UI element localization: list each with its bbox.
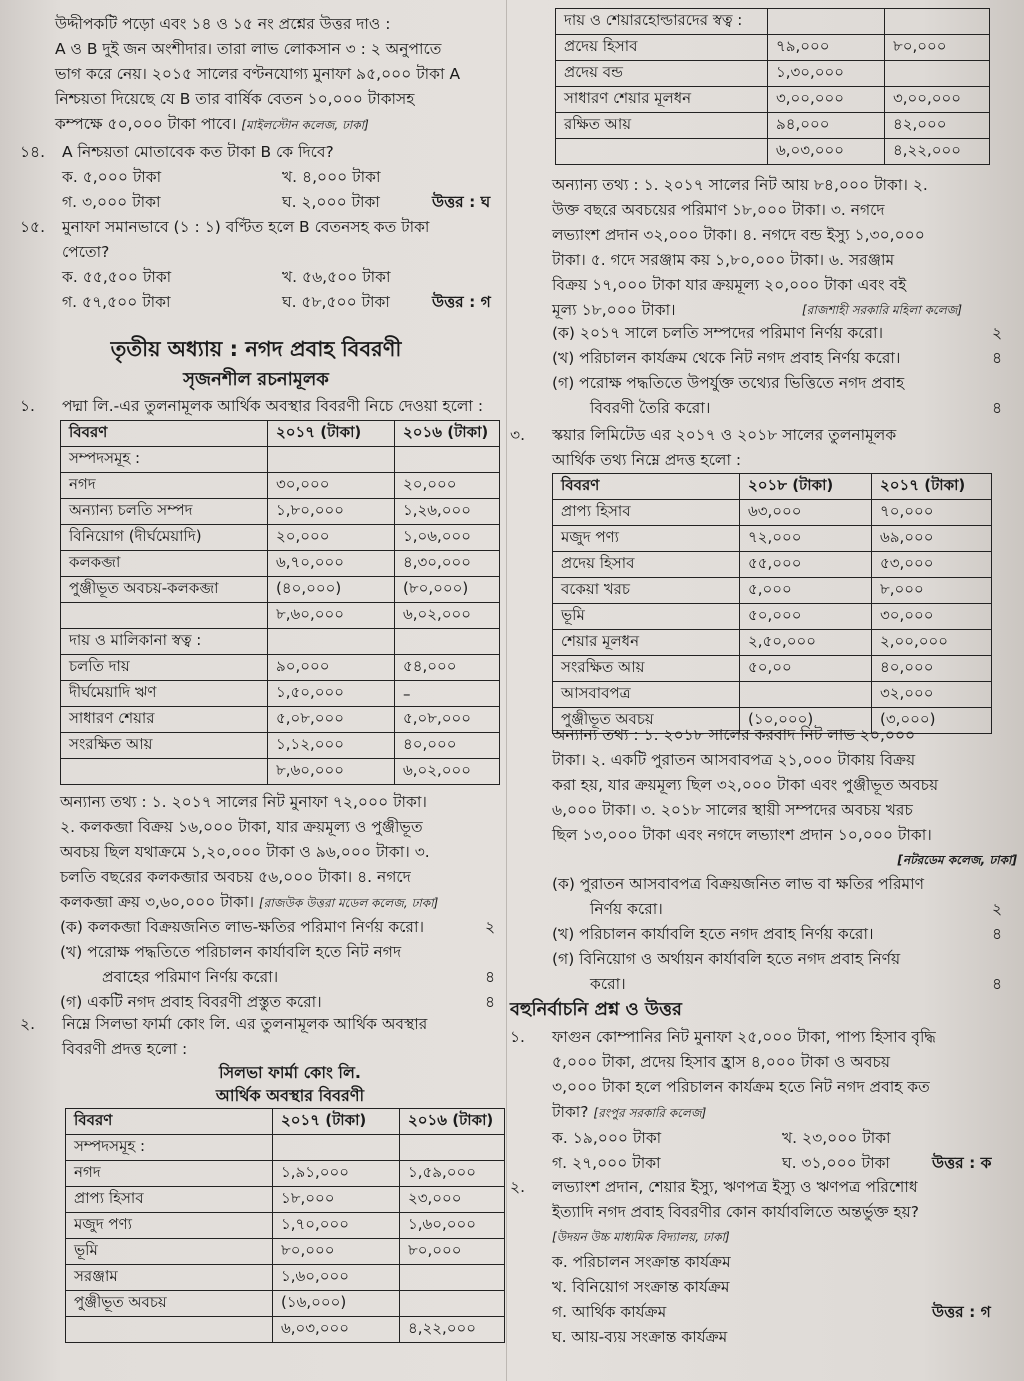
col-header: ২০১৮ (টাকা) <box>740 474 872 500</box>
sub-question: (খ) পরিচালন কার্যাবলি হতে নগদ প্রবাহ নির্ণয় করো। <box>552 925 874 943</box>
question-number: ১. <box>510 1028 525 1046</box>
intro-line: কম্পক্ষে ৫০,০০০ টাকা পাবে। <box>55 115 237 133</box>
option-a: ক. ৫,০০০ টাকা <box>62 168 162 186</box>
section-head: দায় ও শেয়ারহোল্ডারদের স্বত্ব : <box>556 9 768 35</box>
marks: ৪ <box>485 968 496 986</box>
company-name: সিলভা ফার্মা কোং লি. <box>219 1063 361 1082</box>
p3-other-info <box>552 723 1017 873</box>
option-d: ঘ. আয়-ব্যয় সংক্রান্ত কার্যক্রম <box>552 1328 728 1346</box>
mcq-1 <box>510 1025 1015 1176</box>
p1-intro <box>20 394 500 419</box>
question-number: ২. <box>20 1015 36 1033</box>
table-row: অন্যান্য চলতি সম্পদ ১,৮০,০০০ ১,২৬,০০০ <box>61 499 500 525</box>
col-header: ২০১৬ (টাকা) <box>395 421 500 447</box>
info-line: অন্যান্য তথ্য : ১. ২০১৮ সালের করবাদ নিট লাভ ২০,০০০ <box>552 726 916 744</box>
section-head: দায় ও মালিকানা স্বত্ব : <box>61 629 268 655</box>
intro-line: A ও B দুই জন অংশীদার। তারা লাভ লোকসান ৩ : ২ অনুপাতে <box>55 40 442 58</box>
p2-intro <box>20 1012 505 1062</box>
info-line: টাকা। ২. একটি পুরাতন আসবাবপত্র ২১,০০০ টাকায় বিক্রয় <box>552 751 916 769</box>
table-row: শেয়ার মূলধন ২,৫০,০০০ ২,০০,০০০ <box>553 630 992 656</box>
table-row: প্রদেয় বন্ড ১,৩০,০০০ <box>556 61 990 87</box>
source: [রাজউক উত্তরা মডেল কলেজ, ঢাকা] <box>259 896 439 910</box>
p1-table <box>60 420 500 785</box>
sub-question: বিবরণী তৈরি করো। <box>590 399 711 417</box>
col-header: ২০১৭ (টাকা) <box>268 421 395 447</box>
option-d: ঘ. ৩১,০০০ টাকা <box>782 1154 890 1172</box>
option-b: খ. ৫৬,৫০০ টাকা <box>282 268 391 286</box>
q15 <box>20 215 500 315</box>
p2-questions <box>552 321 1007 421</box>
total-row: ৮,৬০,০০০ ৬,০২,০০০ <box>61 603 500 629</box>
marks: ৪ <box>992 975 1003 993</box>
info-line: করা হয়, যার ক্রয়মূল্য ছিল ৩২,০০০ টাকা এবং পুঞ্জীভূত অবচয় <box>552 776 939 794</box>
info-line: টাকা। ৫. গদে সরঞ্জাম কয় ১,৮০,০০০ টাকা। ৬. সরঞ্জাম <box>552 251 895 269</box>
table-row: কলকব্জা ৬,৭০,০০০ ৪,৩০,০০০ <box>61 551 500 577</box>
table-row: সংরক্ষিত আয় ৫০,০০ ৪০,০০০ <box>553 656 992 682</box>
question-number: ২. <box>510 1178 526 1196</box>
statement-title: আর্থিক অবস্থার বিবরণী <box>215 1086 365 1105</box>
info-line: মূল্য ১৮,০০০ টাকা। <box>552 301 676 319</box>
info-line: লভ্যাংশ প্রদান ৩২,০০০ টাকা। ৪. নগদে বন্ড ইস্যু ১,৩০,০০০ <box>552 226 925 244</box>
question-text: পেতো? <box>62 243 110 261</box>
col-header: বিবরণ <box>66 1109 273 1135</box>
total-row: ৬,০৩,০০০ ৪,২২,০০০ <box>556 139 990 165</box>
p3-intro <box>510 423 1010 473</box>
source: [নটরডেম কলেজ, ঢাকা] <box>897 853 1017 867</box>
info-line: কলকব্জা ক্রয় ৩,৬০,০০০ টাকা। <box>60 893 255 911</box>
table-row: সাধারণ শেয়ার ৫,০৮,০০০ ৫,০৮,০০০ <box>61 707 500 733</box>
source: [মাইলস্টোন কলেজ, ঢাকা] <box>241 118 369 132</box>
question-text: স্কয়ার লিমিটেড এর ২০১৭ ও ২০১৮ সালের তুলনামূলক <box>552 426 897 444</box>
source: [রাজশাহী সরকারি মহিলা কলেজ] <box>802 303 963 317</box>
info-line: ছিল ১৩,০০০ টাকা এবং নগদে লভ্যাংশ প্রদান ১০,০০০ টাকা। <box>552 826 932 844</box>
marks: ২ <box>992 324 1003 342</box>
sub-question: (ক) কলকব্জা বিক্রয়জনিত লাভ-ক্ষতির পরিমাণ নির্ণয় করো। <box>60 918 424 936</box>
answer: উত্তর : গ <box>932 1303 991 1321</box>
table-row: প্রদেয় হিসাব ৫৫,০০০ ৫৩,০০০ <box>553 552 992 578</box>
table-row: নগদ ৩০,০০০ ২০,০০০ <box>61 473 500 499</box>
table-row: প্রদেয় হিসাব ৭৯,০০০ ৮০,০০০ <box>556 35 990 61</box>
sub-question: (খ) পরোক্ষ পদ্ধতিতে পরিচালন কার্যাবলি হতে নিট নগদ <box>60 943 402 961</box>
question-text: পদ্মা লি.-এর তুলনামূলক আর্থিক অবস্থার বিবরণী নিচে দেওয়া হলো : <box>62 397 484 415</box>
question-number: ৩. <box>510 426 526 444</box>
option-b: খ. ২৩,০০০ টাকা <box>782 1129 891 1147</box>
option-b: খ. বিনিয়োগ সংক্রান্ত কার্যক্রম <box>552 1278 730 1296</box>
question-text: বিবরণী প্রদত্ত হলো : <box>62 1040 188 1058</box>
sub-question: (খ) পরিচালন কার্যক্রম থেকে নিট নগদ প্রবাহ নির্ণয় করো। <box>552 349 901 367</box>
chapter-title: তৃতীয় অধ্যায় : নগদ প্রবাহ বিবরণী <box>110 337 402 361</box>
question-text: ৩,০০০ টাকা হলে পরিচালন কার্যক্রম হতে নিট নগদ প্রবাহ কত <box>552 1078 930 1096</box>
info-line: চলতি বছরের কলকব্জার অবচয় ৫৬,০০০ টাকা। ৪. নগদে <box>60 868 411 886</box>
sub-question: করো। <box>590 975 626 993</box>
total-row: ৮,৬০,০০০ ৬,০২,০০০ <box>61 759 500 785</box>
info-line: অন্যান্য তথ্য : ১. ২০১৭ সালের নিট মুনাফা ৭২,০০০ টাকা। <box>60 793 427 811</box>
question-text: ইত্যাদি নগদ প্রবাহ বিবরণীর কোন কার্যাবলিতে অন্তর্ভুক্ত হয়? <box>552 1203 920 1221</box>
p3-questions <box>552 872 1007 997</box>
intro-line: ভাগ করে নেয়। ২০১৫ সালের বণ্টনযোগ্য মুনাফা ৯৫,০০০ টাকা A <box>55 65 461 83</box>
option-a: ক. ৫৫,৫০০ টাকা <box>62 268 172 286</box>
question-text: মুনাফা সমানভাবে (১ : ১) বণ্টিত হলে B বেতনসহ কত টাকা <box>62 218 430 236</box>
mcq-2 <box>510 1175 1015 1350</box>
info-line: অবচয় ছিল যথাক্রমে ১,২০,০০০ টাকা ও ৯৬,০০০ টাকা। ৩. <box>60 843 430 861</box>
sub-question: (ক) পুরাতন আসবাবপত্র বিক্রয়জনিত লাভ বা ক্ষতির পরিমাণ <box>552 875 924 893</box>
question-text: নিম্নে সিলভা ফার্মা কোং লি. এর তুলনামূলক আর্থিক অবস্থার <box>62 1015 428 1033</box>
info-line: বিক্রয় ১৭,০০০ টাকা যার ক্রয়মূল্য ২০,০০০ টাকা এবং বই <box>552 276 907 294</box>
chapter-subtitle: সৃজনশীল রচনামূলক <box>183 369 329 390</box>
table-row: সংরক্ষিত আয় ১,১২,০০০ ৪০,০০০ <box>61 733 500 759</box>
table-row: ভূমি ৮০,০০০ ৮০,০০০ <box>66 1239 505 1265</box>
option-d: ঘ. ২,০০০ টাকা <box>282 193 380 211</box>
col-header: ২০১৬ (টাকা) <box>400 1109 505 1135</box>
sub-question: (ক) ২০১৭ সালে চলতি সম্পদের পরিমাণ নির্ণয় করো। <box>552 324 884 342</box>
table-row: দীর্ঘমেয়াদি ঋণ ১,৫০,০০০ – <box>61 681 500 707</box>
marks: ২ <box>485 918 496 936</box>
sub-question: নির্ণয় করো। <box>590 900 663 918</box>
table-row: চলতি দায় ৯০,০০০ ৫৪,০০০ <box>61 655 500 681</box>
option-d: ঘ. ৫৮,৫০০ টাকা <box>282 293 390 311</box>
question-text: ৫,০০০ টাকা, প্রদেয় হিসাব হ্রাস ৪,০০০ টাকা ও অবচয় <box>552 1053 890 1071</box>
mcq-title: বহুনির্বাচনি প্রশ্ন ও উত্তর <box>510 999 682 1020</box>
p3-table <box>552 473 992 734</box>
col-header: ২০১৭ (টাকা) <box>872 474 992 500</box>
info-line: ২. কলকব্জা বিক্রয় ১৬,০০০ টাকা, যার ক্রয়মূল্য ও পুঞ্জীভূত <box>60 818 423 836</box>
question-text: A নিশ্চয়তা মোতাবেক কত টাকা B কে দিবে? <box>62 143 334 161</box>
marks: ২ <box>992 900 1003 918</box>
table-row: পুঞ্জীভূত অবচয় (১০,০০০) (৩,০০০) <box>553 708 992 734</box>
table-row: প্রাপ্য হিসাব ৬৩,০০০ ৭০,০০০ <box>553 500 992 526</box>
sub-question: (গ) একটি নগদ প্রবাহ বিবরণী প্রস্তুত করো। <box>60 993 322 1011</box>
table-row: বকেয়া খরচ ৫,০০০ ৮,০০০ <box>553 578 992 604</box>
q14 <box>20 140 500 215</box>
p2-other-info <box>552 173 1017 323</box>
marks: ৪ <box>992 399 1003 417</box>
table-row: পুঞ্জীভূত অবচয় (১৬,০০০) <box>66 1291 505 1317</box>
question-text: ফাগুন কোম্পানির নিট মুনাফা ২৫,০০০ টাকা, পাপ্য হিসাব বৃদ্ধি <box>552 1028 936 1046</box>
answer: উত্তর : ঘ <box>432 193 491 211</box>
table-row: বিনিয়োগ (দীর্ঘমেয়াদি) ২০,০০০ ১,০৬,০০০ <box>61 525 500 551</box>
source: [রংপুর সরকারি কলেজ] <box>593 1106 707 1120</box>
sub-question: (গ) বিনিয়োগ ও অর্থায়ন কার্যাবলি হতে নগদ প্রবাহ নির্ণয় <box>552 950 901 968</box>
question-text: আর্থিক তথ্য নিম্নে প্রদত্ত হলো : <box>552 451 742 469</box>
info-line: উক্ত বছরে অবচয়ের পরিমাণ ১৮,০০০ টাকা। ৩. নগদে <box>552 201 885 219</box>
table-row: রক্ষিত আয় ৯৪,০০০ ৪২,০০০ <box>556 113 990 139</box>
sub-question: (গ) পরোক্ষ পদ্ধতিতে উপর্যুক্ত তথ্যের ভিত্তিতে নগদ প্রবাহ <box>552 374 905 392</box>
option-b: খ. ৪,০০০ টাকা <box>282 168 381 186</box>
col-header: বিবরণ <box>61 421 268 447</box>
table-row: পুঞ্জীভূত অবচয়-কলকব্জা (৪০,০০০) (৮০,০০০) <box>61 577 500 603</box>
p2-liabilities-table <box>555 8 990 165</box>
sub-question: প্রবাহের পরিমাণ নির্ণয় করো। <box>102 968 279 986</box>
question-number: ১. <box>20 397 35 415</box>
option-c: গ. ৩,০০০ টাকা <box>62 193 161 211</box>
info-line: অন্যান্য তথ্য : ১. ২০১৭ সালের নিট আয় ৮৪,০০০ টাকা। ২. <box>552 176 928 194</box>
option-a: ক. ১৯,০০০ টাকা <box>552 1129 662 1147</box>
option-c: গ. ৫৭,৫০০ টাকা <box>62 293 171 311</box>
p2-table <box>65 1108 505 1343</box>
option-c: গ. ২৭,০০০ টাকা <box>552 1154 661 1172</box>
col-header: বিবরণ <box>553 474 740 500</box>
table-row: মজুদ পণ্য ৭২,০০০ ৬৯,০০০ <box>553 526 992 552</box>
table-row: আসবাবপত্র ৩২,০০০ <box>553 682 992 708</box>
total-row: ৬,০৩,০০০ ৪,২২,০০০ <box>66 1317 505 1343</box>
table-row: নগদ ১,৯১,০০০ ১,৫৯,০০০ <box>66 1161 505 1187</box>
question-number: ১৪. <box>20 143 46 161</box>
intro-line: উদ্দীপকটি পড়ো এবং ১৪ ও ১৫ নং প্রশ্নের উত্তর দাও : <box>55 15 391 33</box>
intro-block <box>55 12 505 138</box>
info-line: ৬,০০০ টাকা। ৩. ২০১৮ সালের স্থায়ী সম্পদের অবচয় খরচ <box>552 801 913 819</box>
table-row: প্রাপ্য হিসাব ১৮,০০০ ২৩,০০০ <box>66 1187 505 1213</box>
question-text: লভ্যাংশ প্রদান, শেয়ার ইস্যু, ঋণপত্র ইস্যু ও ঋণপত্র পরিশোধ <box>552 1178 918 1196</box>
col-header: ২০১৭ (টাকা) <box>273 1109 400 1135</box>
source: [উদয়ন উচ্চ মাধ্যমিক বিদ্যালয়, ঢাকা] <box>552 1230 730 1244</box>
table-row: ভূমি ৫০,০০০ ৩০,০০০ <box>553 604 992 630</box>
marks: ৪ <box>992 925 1003 943</box>
marks: ৪ <box>992 349 1003 367</box>
option-a: ক. পরিচালন সংক্রান্ত কার্যক্রম <box>552 1253 731 1271</box>
question-number: ১৫. <box>20 218 46 236</box>
answer: উত্তর : ক <box>932 1154 992 1172</box>
column-divider <box>506 0 507 1381</box>
question-text: টাকা? <box>552 1103 589 1121</box>
table-row: মজুদ পণ্য ১,৭০,০০০ ১,৬০,০০০ <box>66 1213 505 1239</box>
table-row: সরঞ্জাম ১,৬০,০০০ <box>66 1265 505 1291</box>
table-row: সাধারণ শেয়ার মূলধন ৩,০০,০০০ ৩,০০,০০০ <box>556 87 990 113</box>
p1-other-info <box>60 790 505 916</box>
section-head: সম্পদসমূহ : <box>61 447 268 473</box>
section-head: সম্পদসমূহ : <box>66 1135 273 1161</box>
p1-questions <box>60 915 500 1015</box>
marks: ৪ <box>485 993 496 1011</box>
answer: উত্তর : গ <box>432 293 491 311</box>
option-c: গ. আর্থিক কার্যক্রম <box>552 1303 667 1321</box>
intro-line: নিশ্চয়তা দিয়েছে যে B তার বার্ষিক বেতন ১০,০০০ টাকাসহ <box>55 90 415 108</box>
